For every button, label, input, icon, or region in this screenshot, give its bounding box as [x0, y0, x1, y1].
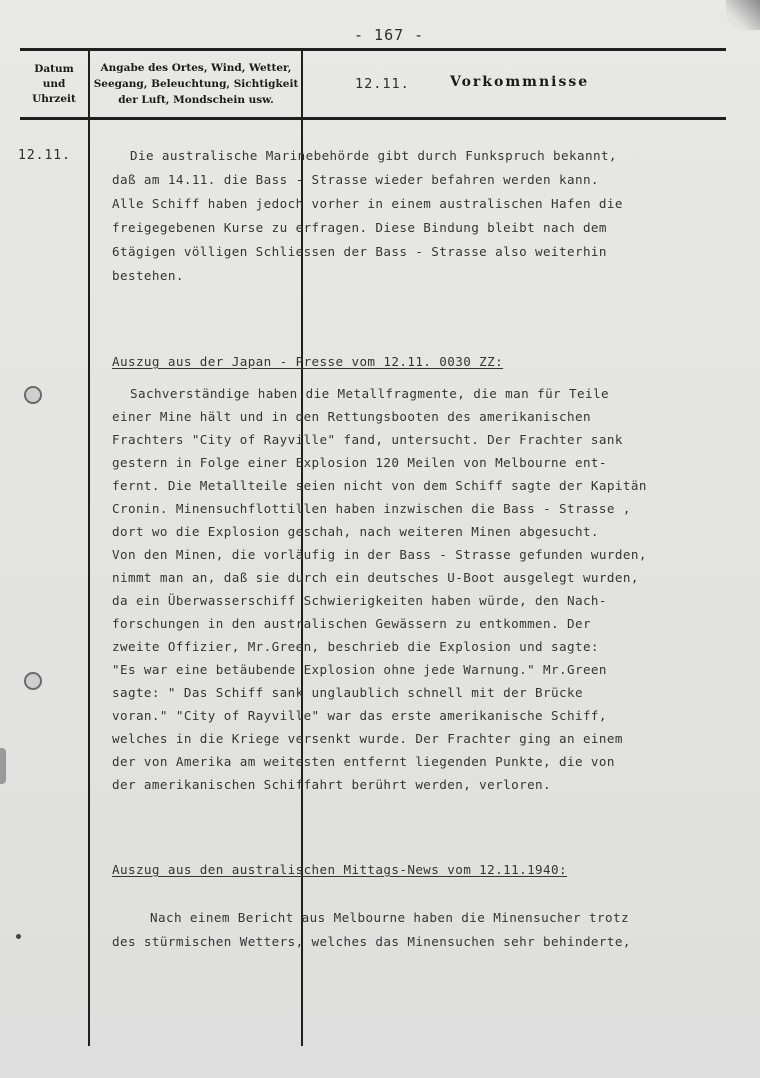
- page-number: - 167 -: [354, 26, 425, 44]
- punch-hole-bottom: [24, 672, 42, 690]
- para2-line-6: Cronin. Minensuchflottillen haben inzwischen die Bass - Strasse ,: [112, 501, 631, 516]
- para2-line-3: Frachters "City of Rayville" fand, untersucht. Der Frachter sank: [112, 432, 623, 447]
- para2-line-9: nimmt man an, daß sie durch ein deutsches U-Boot ausgelegt wurden,: [112, 570, 639, 585]
- header-place-line-1: Angabe des Ortes, Wind, Wetter,: [100, 62, 292, 74]
- para1-line-4: freigegebenen Kurse zu erfragen. Diese Bindung bleibt nach dem: [112, 220, 607, 235]
- para3-line-2: des stürmischen Wetters, welches das Minensuchen sehr behinderte,: [112, 934, 631, 949]
- section-heading-japan-press: Auszug aus der Japan - Presse vom 12.11. 0030 ZZ:: [112, 354, 504, 369]
- header-events-title: Vorkommnisse: [450, 74, 590, 90]
- page-corner-fold: [726, 0, 760, 30]
- para1-line-5: 6tägigen völligen Schliessen der Bass - Strasse also weiterhin: [112, 244, 607, 259]
- para2-line-15: voran." "City of Rayville" war das erste amerikanische Schiff,: [112, 708, 607, 723]
- para1-line-1: Die australische Marinebehörde gibt durch Funkspruch bekannt,: [130, 148, 617, 163]
- header-place-line-2: Seegang, Beleuchtung, Sichtigkeit: [93, 78, 299, 90]
- para2-line-4: gestern in Folge einer Explosion 120 Meilen von Melbourne ent-: [112, 455, 607, 470]
- header-bottom-rule: [20, 117, 726, 120]
- para2-line-10: da ein Überwasserschiff Schwierigkeiten haben würde, den Nach-: [112, 593, 607, 608]
- para2-line-18: der amerikanischen Schiffahrt berührt werden, verloren.: [112, 777, 552, 792]
- header-day: 12.11.: [355, 76, 410, 92]
- header-date-line-3: Uhrzeit: [32, 93, 76, 105]
- para1-line-3: Alle Schiff haben jedoch vorher in einem australischen Hafen die: [112, 196, 623, 211]
- para2-line-13: "Es war eine betäubende Explosion ohne jede Warnung." Mr.Green: [112, 662, 607, 677]
- para2-line-12: zweite Offizier, Mr.Green, beschrieb die Explosion und sagte:: [112, 639, 599, 654]
- para2-line-7: dort wo die Explosion geschah, nach weiteren Minen abgesucht.: [112, 524, 599, 539]
- page-edge-mark: [0, 748, 6, 784]
- ink-dot: [16, 934, 21, 939]
- header-date-line-1: Datum: [34, 63, 74, 75]
- para2-line-11: forschungen in den australischen Gewässern zu entkommen. Der: [112, 616, 591, 631]
- para2-line-2: einer Mine hält und in den Rettungsbooten des amerikanischen: [112, 409, 591, 424]
- header-date-line-2: und: [42, 78, 66, 90]
- para2-line-1: Sachverständige haben die Metallfragmente, die man für Teile: [130, 386, 609, 401]
- punch-hole-top: [24, 386, 42, 404]
- header-place-column: [92, 60, 300, 108]
- column-divider-date: [88, 50, 90, 1046]
- entry-date: 12.11.: [18, 148, 71, 163]
- para1-line-2: daß am 14.11. die Bass - Strasse wieder befahren werden kann.: [112, 172, 599, 187]
- header-place-line-3: der Luft, Mondschein usw.: [118, 94, 274, 106]
- para2-line-5: fernt. Die Metallteile seien nicht von dem Schiff sagte der Kapitän: [112, 478, 647, 493]
- para2-line-16: welches in die Kriege versenkt wurde. Der Frachter ging an einem: [112, 731, 623, 746]
- para3-line-1: Nach einem Bericht aus Melbourne haben die Minensucher trotz: [150, 910, 629, 925]
- para2-line-17: der von Amerika am weitesten entfernt liegenden Punkte, die von: [112, 754, 615, 769]
- para2-line-14: sagte: " Das Schiff sank unglaublich schnell mit der Brücke: [112, 685, 583, 700]
- section-heading-australian-news: Auszug aus den australischen Mittags-News vom 12.11.1940:: [112, 862, 567, 877]
- header-date-column: [22, 62, 86, 107]
- para1-line-6: bestehen.: [112, 268, 184, 283]
- para2-line-8: Von den Minen, die vorläufig in der Bass - Strasse gefunden wurden,: [112, 547, 647, 562]
- header-top-rule: [20, 48, 726, 51]
